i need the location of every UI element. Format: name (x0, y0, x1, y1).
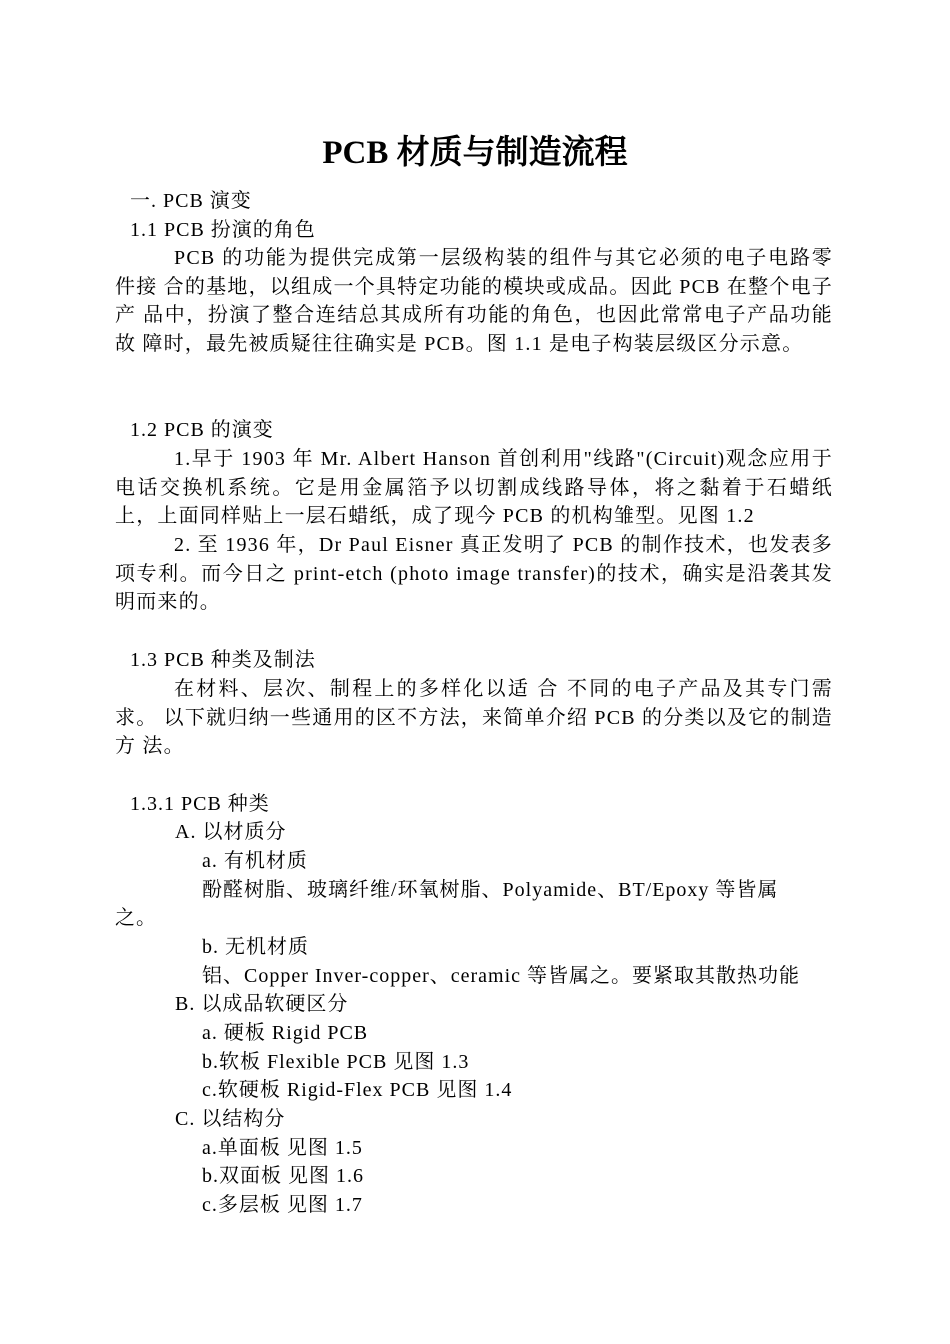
list-item: c.多层板 见图 1.7 (202, 1194, 363, 1216)
list-item: a. 有机材质 (202, 850, 308, 872)
subsection-heading: 1.3.1 PCB 种类 (130, 793, 270, 815)
paragraph: 在材料、层次、制程上的多样化以适 合 不同的电子产品及其专门需求。 以下就归纳一些通用的区不方法，来简单介绍 PCB 的分类以及它的制造方 法。 (115, 678, 833, 758)
list-item: a.单面板 见图 1.5 (202, 1137, 363, 1159)
list-item: b. 无机材质 (202, 936, 309, 958)
subsection-heading: 1.2 PCB 的演变 (130, 419, 274, 441)
subsection-heading: 1.3 PCB 种类及制法 (130, 649, 316, 671)
paragraph: 2. 至 1936 年，Dr Paul Eisner 真正发明了 PCB 的制作技术，也发表多项专利。而今日之 print-etch (photo image transfer)的技术，确实是沿袭其发明而来的。 (115, 534, 833, 614)
page-title: PCB 材质与制造流程 (322, 135, 628, 171)
paragraph: PCB 的功能为提供完成第一层级构装的组件与其它必须的电子电路零件接 合的基地，以组成一个具特定功能的模块或成品。因此 PCB 在整个电子产 品中，扮演了整合连结总其成所有功能的角色，也因此常常电子产品功能故 障时，最先被质疑往往确实是 PCB。图 1.1 是电子构装层级区分示意。 (115, 247, 833, 356)
list-heading: C. 以结构分 (175, 1108, 286, 1130)
list-item-description: 之。 (115, 907, 157, 929)
section-heading: 一. PCB 演变 (130, 190, 252, 212)
list-item-description: 铝、Copper Inver-copper、ceramic 等皆属之。要紧取其散热功能 (202, 965, 801, 987)
subsection-heading: 1.1 PCB 扮演的角色 (130, 219, 316, 241)
list-heading: B. 以成品软硬区分 (175, 993, 349, 1015)
list-item-description: 酚醛树脂、玻璃纤维/环氧树脂、Polyamide、BT/Epoxy 等皆属 (202, 879, 779, 901)
list-heading: A. 以材质分 (175, 821, 287, 843)
list-item: b.软板 Flexible PCB 见图 1.3 (202, 1051, 470, 1073)
list-item: a. 硬板 Rigid PCB (202, 1022, 369, 1044)
paragraph: 1.早于 1903 年 Mr. Albert Hanson 首创利用"线路"(Circuit)观念应用于电话交换机系统。它是用金属箔予以切割成线路导体，将之黏着于石蜡纸上，上面同样贴上一层石蜡纸，成了现今 PCB 的机构雏型。见图 1.2 (115, 448, 833, 528)
list-item: b.双面板 见图 1.6 (202, 1165, 364, 1187)
list-item: c.软硬板 Rigid-Flex PCB 见图 1.4 (202, 1079, 513, 1101)
